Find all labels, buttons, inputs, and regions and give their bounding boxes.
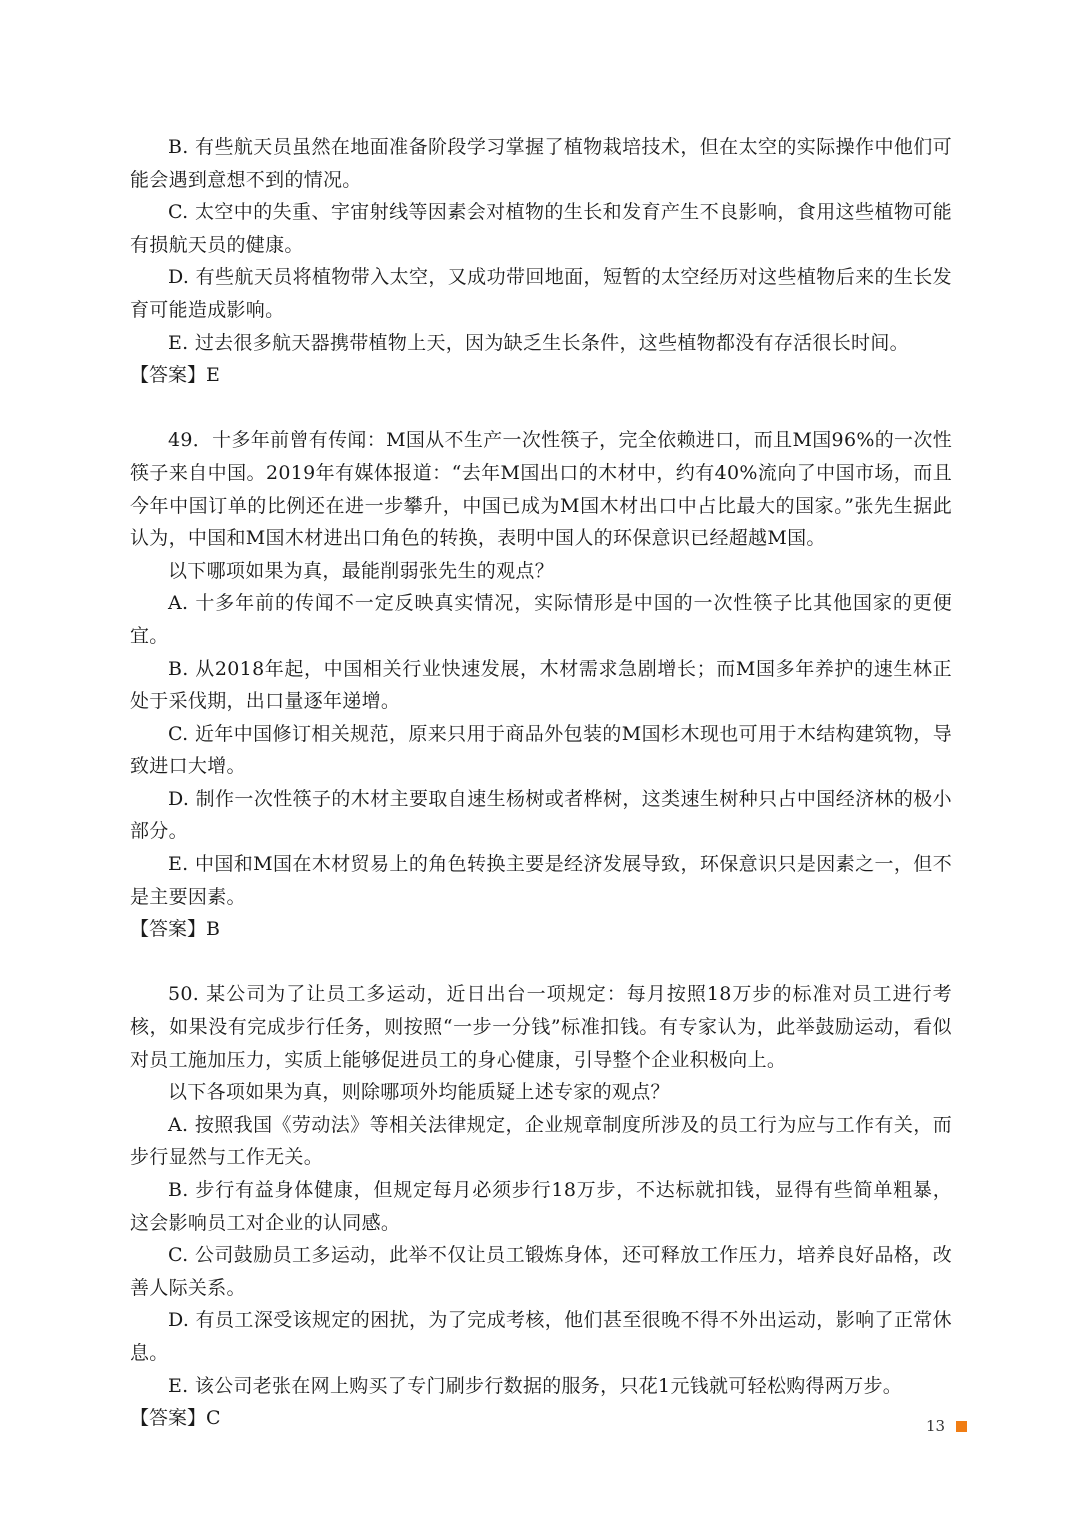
q49-option-c: C. 近年中国修订相关规范，原来只用于商品外包装的M国杉木现也可用于木结构建筑物，导致进口大增。 [130, 722, 952, 778]
q49-answer: 【答案】B [130, 918, 220, 941]
q48-option-d: D. 有些航天员将植物带入太空，又成功带回地面，短暂的太空经历对这些植物后来的生长发育可能造成影响。 [130, 266, 952, 321]
spacer [130, 392, 952, 425]
q50-option-e: E. 该公司老张在网上购买了专门刷步行数据的服务，只花1元钱就可轻松购得两万步。 [168, 1374, 903, 1397]
q49-question: 以下哪项如果为真，最能削弱张先生的观点？ [168, 559, 555, 582]
q50-option-d: D. 有员工深受该规定的困扰，为了完成考核，他们甚至很晚不得不外出运动，影响了正常休息。 [130, 1309, 952, 1364]
q50-question: 以下各项如果为真，则除哪项外均能质疑上述专家的观点？ [168, 1081, 670, 1104]
q48-option-b: B. 有些航天员虽然在地面准备阶段学习掌握了植物栽培技术，但在太空的实际操作中他们可能会遇到意想不到的情况。 [130, 136, 952, 191]
q50-option-c: C. 公司鼓励员工多运动，此举不仅让员工锻炼身体，还可释放工作压力，培养良好品格，改善人际关系。 [130, 1244, 952, 1299]
q48-answer: 【答案】E [130, 364, 220, 387]
q48-option-e: E. 过去很多航天器携带植物上天，因为缺乏生长条件，这些植物都没有存活很长时间。 [168, 331, 909, 354]
page-number: 13 [926, 1417, 946, 1435]
q49-option-a: A. 十多年前的传闻不一定反映真实情况，实际情形是中国的一次性筷子比其他国家的更便宜。 [130, 592, 952, 647]
q50-option-a: A. 按照我国《劳动法》等相关法律规定，企业规章制度所涉及的员工行为应与工作有关，而步行显然与工作无关。 [130, 1113, 952, 1169]
q50-answer: 【答案】C [130, 1407, 221, 1430]
q50-option-b: B. 步行有益身体健康，但规定每月必须步行18万步，不达标就扣钱，显得有些简单粗暴，这会影响员工对企业的认同感。 [130, 1179, 952, 1234]
spacer [130, 946, 952, 979]
q49-option-e: E. 中国和M国在木材贸易上的角色转换主要是经济发展导致，环保意识只是因素之一，但不是主要因素。 [130, 853, 952, 908]
q48-option-c: C. 太空中的失重、宇宙射线等因素会对植物的生长和发育产生不良影响，食用这些植物可能有损航天员的健康。 [130, 201, 952, 256]
orange-square-icon [956, 1421, 967, 1432]
page-footer [926, 1417, 967, 1435]
page-content [130, 131, 952, 1435]
q49-stem: 49．十多年前曾有传闻：M国从不生产一次性筷子，完全依赖进口，而且M国96%的一次性筷子来自中国。2019年有媒体报道：“去年M国出口的木材中，约有40%流向了中国市场，而且今年中国订单的比例还在进一步攀升，中国已成为M国木材出口中占比最大的国家。”张先生据此认为，中国和M国木材进出口角色的转换，表明中国人的环保意识已经超越M国。 [130, 429, 952, 550]
q49-option-d: D. 制作一次性筷子的木材主要取自速生杨树或者桦树，这类速生树种只占中国经济林的极小部分。 [130, 787, 952, 843]
q50-stem: 50. 某公司为了让员工多运动，近日出台一项规定：每月按照18万步的标准对员工进行考核，如果没有完成步行任务，则按照“一步一分钱”标准扣钱。有专家认为，此举鼓励运动，看似对员工施加压力，实质上能够促进员工的身心健康，引导整个企业积极向上。 [130, 983, 952, 1071]
q49-option-b: B. 从2018年起，中国相关行业快速发展，木材需求急剧增长；而M国多年养护的速生林正处于采伐期，出口量逐年递增。 [130, 657, 952, 713]
